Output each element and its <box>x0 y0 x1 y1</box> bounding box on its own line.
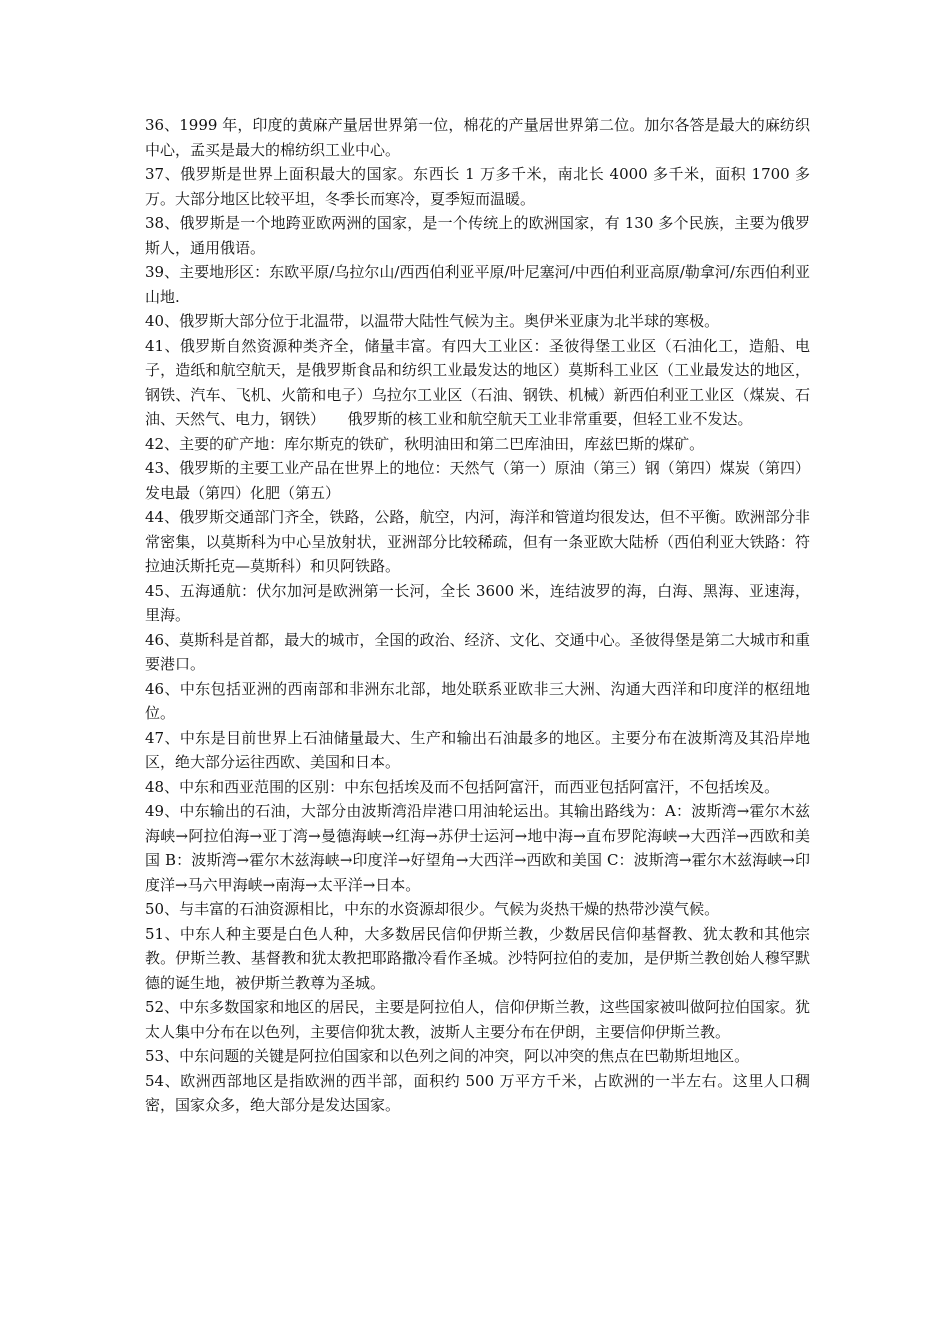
document-body <box>145 113 810 1118</box>
paragraph-45: 45、五海通航：伏尔加河是欧洲第一长河，全长 3600 米，连结波罗的海，白海、黑海、亚速海，里海。 <box>145 581 810 624</box>
paragraph-44: 44、俄罗斯交通部门齐全，铁路，公路，航空，内河，海洋和管道均很发达，但不平衡。欧洲部分非常密集，以莫斯科为中心呈放射状，亚洲部分比较稀疏，但有一条亚欧大陆桥（西伯利亚大铁路：符拉迪沃斯托克—莫斯科）和贝阿铁路。 <box>145 508 810 575</box>
paragraph-46b: 46、中东包括亚洲的西南部和非洲东北部，地处联系亚欧非三大洲、沟通大西洋和印度洋的枢纽地位。 <box>145 679 810 722</box>
paragraph-39: 39、主要地形区：东欧平原/乌拉尔山/西西伯利亚平原/叶尼塞河/中西伯利亚高原/勒拿河/东西伯利亚山地. <box>145 263 810 306</box>
paragraph-52: 52、中东多数国家和地区的居民，主要是阿拉伯人，信仰伊斯兰教，这些国家被叫做阿拉伯国家。犹太人集中分布在以色列，主要信仰犹太教，波斯人主要分布在伊朗，主要信仰伊斯兰教。 <box>145 998 810 1041</box>
paragraph-46a: 46、莫斯科是首都，最大的城市，全国的政治、经济、文化、交通中心。圣彼得堡是第二大城市和重要港口。 <box>145 630 810 673</box>
paragraph-41: 41、俄罗斯自然资源种类齐全，储量丰富。有四大工业区：圣彼得堡工业区（石油化工，造船、电子，造纸和航空航天，是俄罗斯食品和纺织工业最发达的地区）莫斯科工业区（工业最发达的地区，钢铁、汽车、飞机、火箭和电子）乌拉尔工业区（石油、钢铁、机械）新西伯利亚工业区（煤炭、石油、天然气、电力，钢铁） 俄罗斯的核工业和航空航天工业非常重要，但轻工业不发达。 <box>145 336 810 428</box>
paragraph-42: 42、主要的矿产地：库尔斯克的铁矿，秋明油田和第二巴库油田，库兹巴斯的煤矿。 <box>145 434 705 453</box>
paragraph-37: 37、俄罗斯是世界上面积最大的国家。东西长 1 万多千米，南北长 4000 多千米，面积 1700 多万。大部分地区比较平坦，冬季长而寒冷，夏季短而温暖。 <box>145 165 810 208</box>
paragraph-49: 49、中东输出的石油，大部分由波斯湾沿岸港口用油轮运出。其输出路线为：A：波斯湾→霍尔木兹海峡→阿拉伯海→亚丁湾→曼德海峡→红海→苏伊士运河→地中海→直布罗陀海峡→大西洋→西欧和美国 B：波斯湾→霍尔木兹海峡→印度洋→好望角→大西洋→西欧和美国 C：波斯湾→霍尔木兹海峡→印度洋→马六甲海峡→南海→太平洋→日本。 <box>145 802 810 894</box>
paragraph-40: 40、俄罗斯大部分位于北温带，以温带大陆性气候为主。奥伊米亚康为北半球的寒极。 <box>145 312 720 330</box>
paragraph-43: 43、俄罗斯的主要工业产品在世界上的地位：天然气（第一）原油（第三）钢（第四）煤炭（第四）发电最（第四）化肥（第五） <box>145 459 810 502</box>
paragraph-48: 48、中东和西亚范围的区别：中东包括埃及而不包括阿富汗，而西亚包括阿富汗，不包括埃及。 <box>145 777 780 796</box>
paragraph-36: 36、1999 年，印度的黄麻产量居世界第一位，棉花的产量居世界第二位。加尔各答是最大的麻纺织中心，孟买是最大的棉纺织工业中心。 <box>145 116 810 159</box>
paragraph-53: 53、中东问题的关键是阿拉伯国家和以色列之间的冲突，阿以冲突的焦点在巴勒斯坦地区。 <box>145 1047 750 1065</box>
paragraph-50: 50、与丰富的石油资源相比，中东的水资源却很少。气候为炎热干燥的热带沙漠气候。 <box>145 900 720 918</box>
paragraph-47: 47、中东是目前世界上石油储量最大、生产和输出石油最多的地区。主要分布在波斯湾及其沿岸地区，绝大部分运往西欧、美国和日本。 <box>145 728 810 771</box>
paragraph-51: 51、中东人种主要是白色人种，大多数居民信仰伊斯兰教，少数居民信仰基督教、犹太教和其他宗教。伊斯兰教、基督教和犹太教把耶路撒冷看作圣城。沙特阿拉伯的麦加，是伊斯兰教创始人穆罕默德的诞生地，被伊斯兰教尊为圣城。 <box>145 924 810 992</box>
paragraph-54: 54、欧洲西部地区是指欧洲的西半部，面积约 500 万平方千米，占欧洲的一半左右。这里人口稠密，国家众多，绝大部分是发达国家。 <box>145 1071 810 1114</box>
paragraph-38: 38、俄罗斯是一个地跨亚欧两洲的国家，是一个传统上的欧洲国家，有 130 多个民族，主要为俄罗斯人，通用俄语。 <box>145 214 810 257</box>
